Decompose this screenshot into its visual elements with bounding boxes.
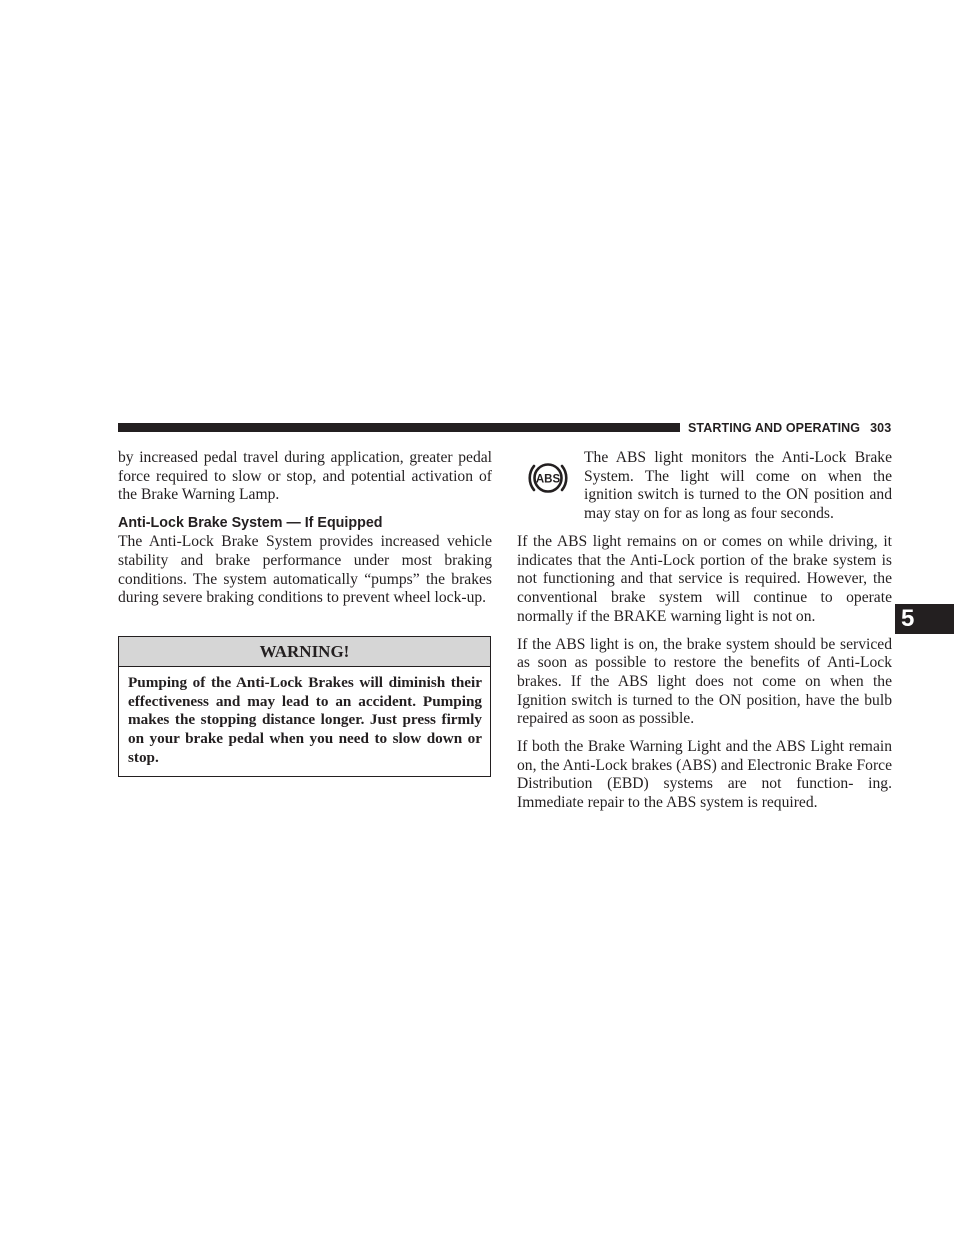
section-title: STARTING AND OPERATING (688, 421, 861, 435)
warning-box (118, 636, 491, 778)
abs-warning-light-icon (525, 458, 571, 498)
warning-body: Pumping of the Anti-Lock Brakes will diminish their effectiveness and may lead to an accident. Pumping makes the stopping distance longer. Just press firmly on your brake pedal when you need to slow down or stop. (128, 673, 482, 766)
abs-icon-label: ABS (535, 473, 561, 486)
abs-light-block (517, 449, 892, 524)
running-header (688, 420, 891, 436)
intro-paragraph: by increased pedal travel during application, greater pedal force required to slow or stop, and potential activation of the Brake Warning Lamp. (118, 449, 492, 504)
abs-light-paragraph: The ABS light monitors the Anti-Lock Brake System. The light will come on when the ignition switch is turned to the ON position and may stay on for as long as four seconds. (584, 449, 892, 523)
chapter-tab: 5 (895, 604, 954, 634)
abs-description-paragraph: The Anti-Lock Brake System provides increased vehicle stability and brake performance under most braking conditions. The system automatically “pumps” the brakes during severe braking conditions to prevent wheel lock-up. (118, 533, 492, 607)
right-column (517, 449, 892, 813)
abs-paragraph-2: If the ABS light is on, the brake system should be serviced as soon as possible to restore the benefits of Anti-Lock brakes. If the ABS light does not come on when the Ignition switch is turned to the ON position, have the bulb repaired as soon as possible. (517, 635, 892, 728)
abs-paragraph-1: If the ABS light remains on or comes on while driving, it indicates that the Anti-Lock portion of the brake system is not functioning and that service is required. However, the conventional brake system will continue to operate normally if the BRAKE warning light is not on. (517, 533, 892, 625)
abs-paragraph-3: If both the Brake Warning Light and the ABS Light remain on, the Anti-Lock brakes (ABS) and Electronic Brake Force Distribution (EBD) systems are not function- ing. Immediate repair to the ABS system is required. (517, 738, 892, 812)
left-column (118, 449, 492, 777)
page-number: 303 (870, 421, 892, 435)
header-rule (118, 423, 680, 432)
section-heading: Anti-Lock Brake System — If Equipped (118, 515, 383, 532)
warning-title: WARNING! (119, 637, 490, 667)
